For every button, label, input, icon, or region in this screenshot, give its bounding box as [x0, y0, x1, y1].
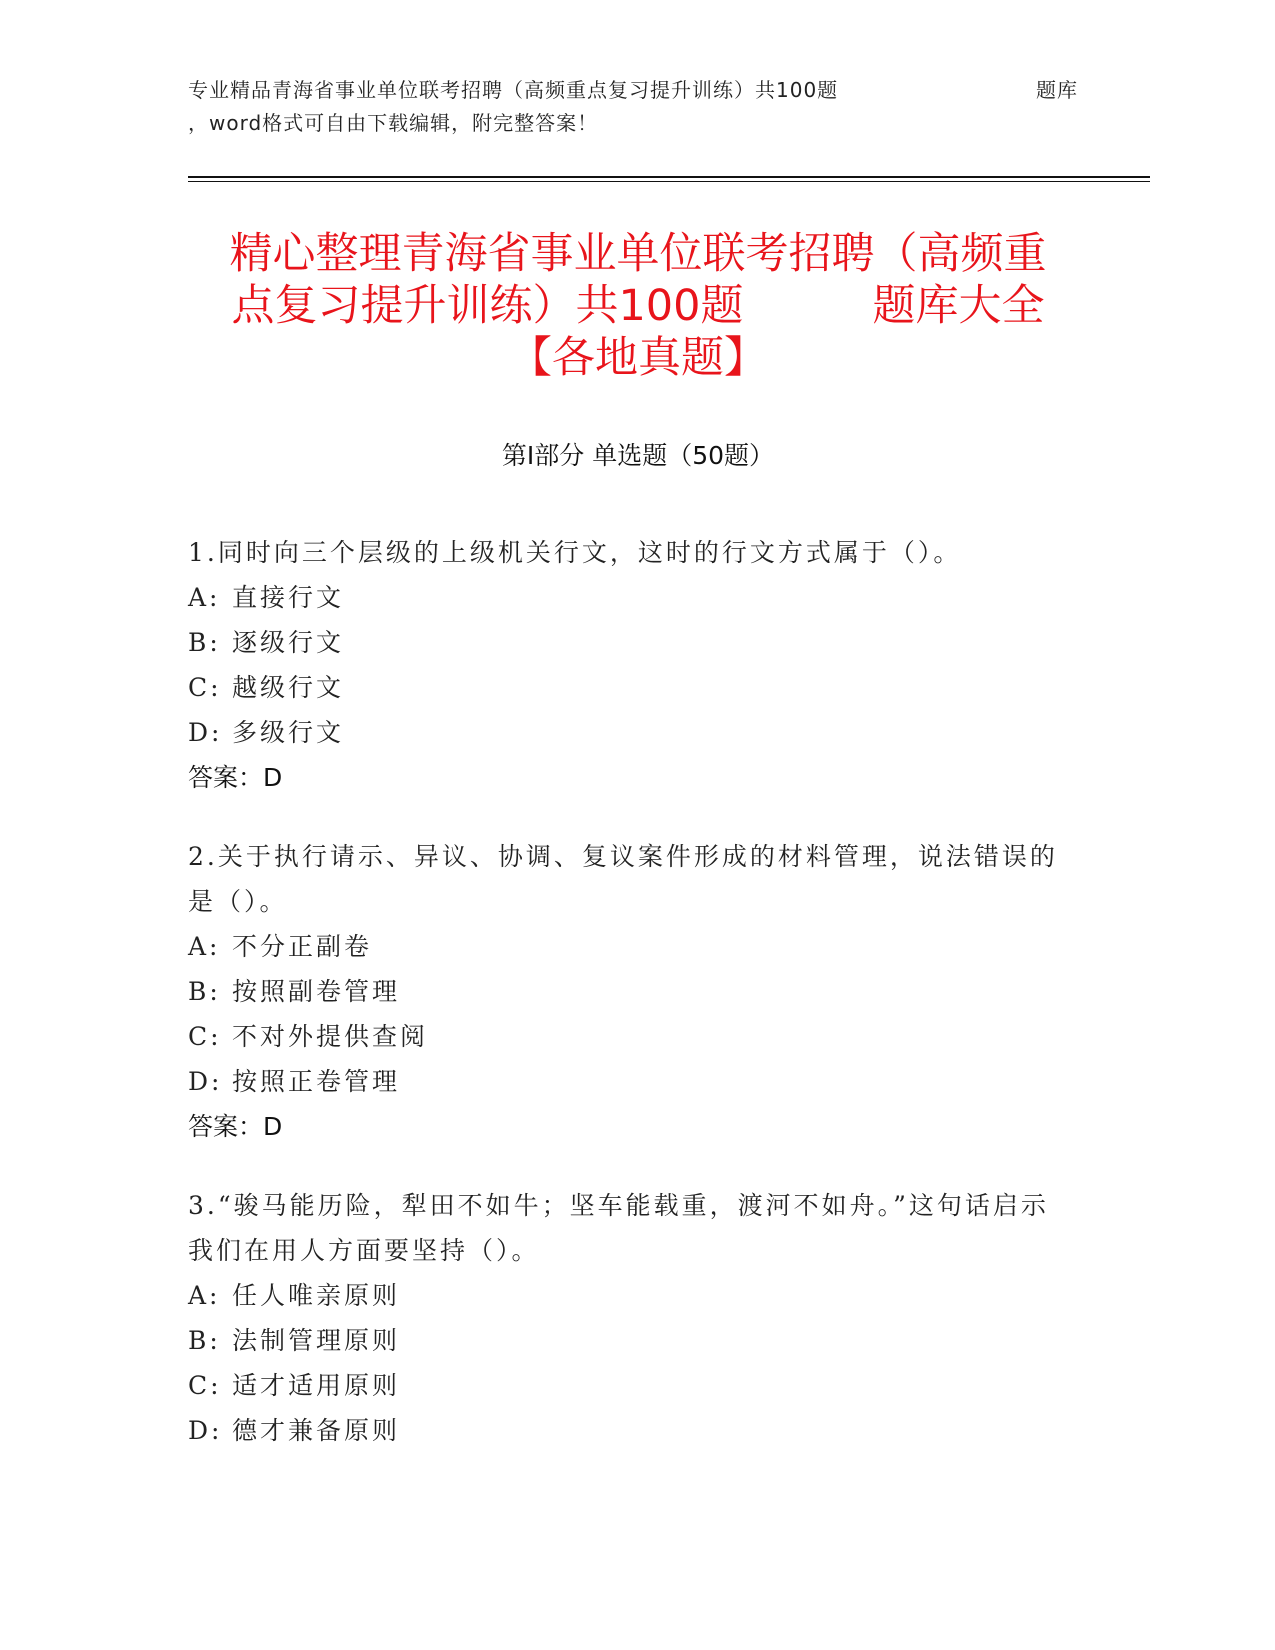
header-divider-thin: [188, 181, 1150, 182]
answer: 答案：D: [188, 763, 283, 792]
question-2: [188, 834, 1068, 1149]
question-text: 1.同时向三个层级的上级机关行文，这时的行文方式属于（）。: [188, 538, 962, 567]
title-line-2: 点复习提升训练）共100题 题库大全: [231, 281, 1045, 331]
option-d: [188, 710, 1068, 755]
header-divider-thick: [188, 176, 1150, 178]
document-title: [188, 228, 1088, 384]
option-d: [188, 1059, 1068, 1104]
option-letter: A:: [188, 932, 221, 961]
option-text: 按照正卷管理: [232, 1067, 401, 1096]
header-line-2: ，word格式可自由下载编辑，附完整答案！: [188, 111, 599, 135]
option-a: [188, 924, 1068, 969]
question-list: [188, 530, 1068, 1487]
option-b: [188, 620, 1068, 665]
question-3: [188, 1183, 1068, 1453]
header-tag: 题库: [1036, 78, 1078, 102]
question-1: [188, 530, 1068, 800]
option-text: 德才兼备原则: [232, 1416, 401, 1445]
option-text: 逐级行文: [232, 628, 345, 657]
option-letter: A:: [188, 583, 221, 612]
option-text: 法制管理原则: [232, 1326, 401, 1355]
option-text: 多级行文: [232, 718, 345, 747]
option-text: 直接行文: [232, 583, 345, 612]
option-letter: A:: [188, 1281, 221, 1310]
option-c: [188, 1014, 1068, 1059]
option-letter: B:: [188, 977, 221, 1006]
option-letter: D:: [188, 1416, 223, 1445]
option-text: 越级行文: [232, 673, 345, 702]
question-text: 3.“骏马能历险，犁田不如牛；坚车能载重，渡河不如舟。”这句话启示我们在用人方面要坚持（）。: [188, 1191, 1049, 1265]
option-c: [188, 1363, 1068, 1408]
option-a: [188, 1273, 1068, 1318]
document-header: [188, 74, 1088, 140]
option-text: 任人唯亲原则: [232, 1281, 401, 1310]
question-text: 2.关于执行请示、异议、协调、复议案件形成的材料管理，说法错误的是（）。: [188, 842, 1058, 916]
option-letter: D:: [188, 1067, 223, 1096]
option-letter: B:: [188, 628, 221, 657]
title-line-3: 【各地真题】: [509, 333, 767, 383]
option-text: 按照副卷管理: [232, 977, 401, 1006]
option-letter: C:: [188, 1022, 222, 1051]
option-text: 不分正副卷: [232, 932, 373, 961]
header-description: 专业精品青海省事业单位联考招聘（高频重点复习提升训练）共100题: [188, 78, 839, 102]
option-text: 适才适用原则: [232, 1371, 401, 1400]
option-letter: C:: [188, 673, 222, 702]
header-line-1: [188, 74, 1088, 107]
section-title: 第Ⅰ部分 单选题（50题）: [501, 441, 775, 470]
option-text: 不对外提供查阅: [232, 1022, 429, 1051]
option-letter: D:: [188, 718, 223, 747]
option-d: [188, 1408, 1068, 1453]
option-letter: B:: [188, 1326, 221, 1355]
title-line-1: 精心整理青海省事业单位联考招聘（高频重: [229, 229, 1047, 279]
option-letter: C:: [188, 1371, 222, 1400]
answer: 答案：D: [188, 1112, 283, 1141]
option-b: [188, 969, 1068, 1014]
option-c: [188, 665, 1068, 710]
option-b: [188, 1318, 1068, 1363]
option-a: [188, 575, 1068, 620]
